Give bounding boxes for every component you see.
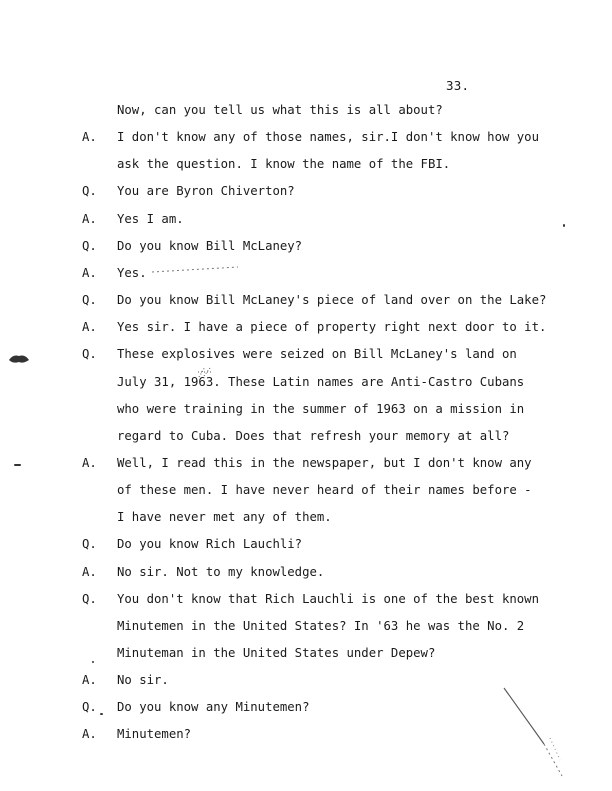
transcript-line xyxy=(0,534,612,554)
line-text: of these men. I have never heard of their names before - xyxy=(117,483,532,498)
line-text: Do you know Rich Lauchli? xyxy=(117,537,303,552)
scan-speck xyxy=(14,464,21,466)
line-text: Minutemen? xyxy=(117,727,192,742)
line-text: July 31, 1963. These Latin names are Anti-Castro Cubans xyxy=(117,374,525,389)
line-text: No sir. Not to my knowledge. xyxy=(117,564,325,579)
speaker-label: A. xyxy=(82,130,97,145)
scan-speck xyxy=(100,713,103,715)
transcript-line xyxy=(0,181,612,201)
scan-smudge-left-icon xyxy=(8,352,30,366)
scan-speck xyxy=(92,661,94,663)
transcript-line xyxy=(0,317,612,337)
line-text: Do you know any Minutemen? xyxy=(117,700,310,715)
transcript-line xyxy=(0,100,612,120)
line-text: who were training in the summer of 1963 on a mission in xyxy=(117,401,525,416)
transcript-line xyxy=(0,562,612,582)
speaker-label: A. xyxy=(82,455,97,470)
line-text: Do you know Bill McLaney? xyxy=(117,238,303,253)
transcript-line xyxy=(0,426,612,446)
scan-dotted-stroke-icon xyxy=(150,264,240,276)
transcript-line xyxy=(0,236,612,256)
line-text: Yes sir. I have a piece of property right next door to it. xyxy=(117,320,547,335)
scan-diagonal-stroke-icon xyxy=(500,684,580,784)
transcript-line xyxy=(0,290,612,310)
transcript-line xyxy=(0,154,612,174)
line-text: regard to Cuba. Does that refresh your memory at all? xyxy=(117,428,510,443)
line-text: Minuteman in the United States under Depew? xyxy=(117,646,436,660)
speaker-label: Q. xyxy=(82,591,97,606)
line-text: Do you know Bill McLaney's piece of land over on the Lake? xyxy=(117,293,547,308)
speaker-label: Q. xyxy=(82,293,97,308)
speaker-label: A. xyxy=(82,673,97,688)
transcript-line xyxy=(0,127,612,147)
speaker-label: Q. xyxy=(82,184,97,199)
speaker-label: Q. xyxy=(82,238,97,253)
line-text: Well, I read this in the newspaper, but I don't know any xyxy=(117,455,532,470)
speaker-label: A. xyxy=(82,727,97,742)
line-text: Yes. xyxy=(117,265,147,280)
speaker-label: A. xyxy=(82,564,97,579)
scan-mark-near-year-icon xyxy=(196,364,214,380)
line-text: No sir. xyxy=(117,673,169,688)
transcript-line xyxy=(0,209,612,229)
speaker-label: Q. xyxy=(82,700,97,715)
scan-speck xyxy=(563,224,565,227)
speaker-label: A. xyxy=(82,265,97,280)
line-text: Minutemen in the United States? In '63 he was the No. 2 xyxy=(117,618,525,633)
transcript-line xyxy=(0,263,612,283)
transcript-line xyxy=(0,643,612,663)
transcript-line xyxy=(0,453,612,473)
speaker-label: Q. xyxy=(82,347,97,362)
transcript-line xyxy=(0,589,612,609)
page-number: 33. xyxy=(446,78,470,93)
transcript-line xyxy=(0,399,612,419)
transcript-line xyxy=(0,616,612,636)
line-text: ask the question. I know the name of the FBI. xyxy=(117,157,451,172)
line-text: Yes I am. xyxy=(117,211,184,226)
line-text: I don't know any of those names, sir.I don't know how you xyxy=(117,130,539,145)
line-text: You are Byron Chiverton? xyxy=(117,184,295,199)
transcript-line xyxy=(0,344,612,364)
line-text: Now, can you tell us what this is all about? xyxy=(117,103,443,117)
line-text: You don't know that Rich Lauchli is one of the best known xyxy=(117,591,539,606)
line-text: I have never met any of them. xyxy=(117,510,332,525)
speaker-label: A. xyxy=(82,211,97,226)
line-text: These explosives were seized on Bill McLaney's land on xyxy=(117,347,517,362)
transcript-line xyxy=(0,507,612,527)
transcript-line xyxy=(0,372,612,392)
speaker-label: Q. xyxy=(82,537,97,552)
speaker-label: A. xyxy=(82,320,97,335)
transcript-line xyxy=(0,480,612,500)
